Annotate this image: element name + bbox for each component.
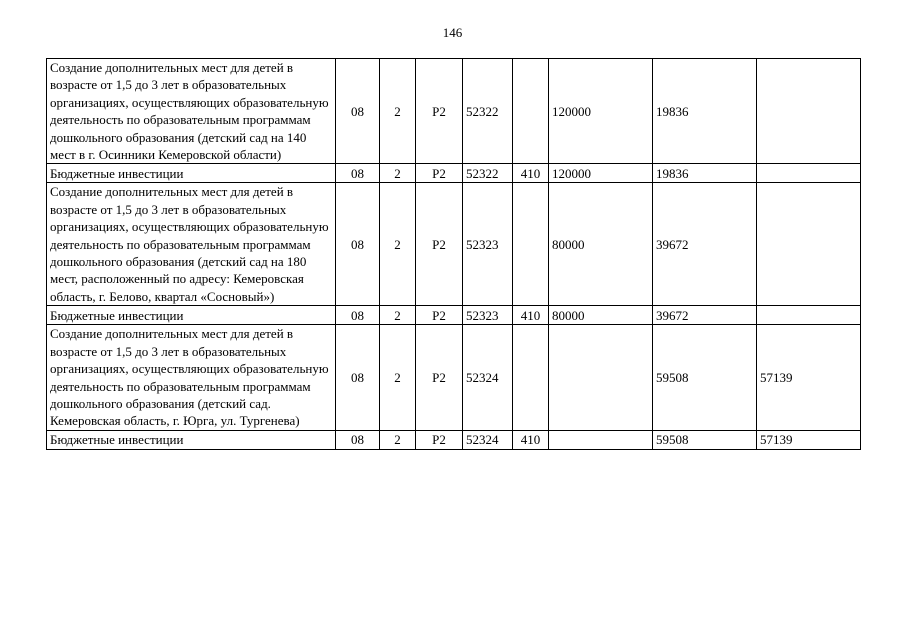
amount-year1-cell bbox=[549, 430, 653, 449]
subsection-cell: 2 bbox=[380, 430, 416, 449]
expense-type-cell bbox=[513, 325, 549, 430]
table-row bbox=[47, 164, 861, 183]
target-code-cell: 52323 bbox=[463, 306, 513, 325]
item-name-cell: Создание дополнительных мест для детей в возрасте от 1,5 до 3 лет в образовательных организациях, осуществляющих образовательную деятельность по образовательным программам дошкольного образования (детский сад. Кемеровская область, г. Юрга, ул. Тургенева) bbox=[47, 325, 336, 430]
item-name-cell: Бюджетные инвестиции bbox=[47, 430, 336, 449]
expense-type-cell: 410 bbox=[513, 164, 549, 183]
amount-year3-cell bbox=[757, 183, 861, 306]
table-row bbox=[47, 325, 861, 430]
section-cell: 08 bbox=[336, 306, 380, 325]
expense-type-cell: 410 bbox=[513, 306, 549, 325]
amount-year3-cell: 57139 bbox=[757, 430, 861, 449]
program-cell: P2 bbox=[416, 306, 463, 325]
amount-year1-cell: 120000 bbox=[549, 59, 653, 164]
item-name-cell: Создание дополнительных мест для детей в возрасте от 1,5 до 3 лет в образовательных организациях, осуществляющих образовательную деятельность по образовательным программам дошкольного образования (детский сад на 180 мест, расположенный по адресу: Кемеровская область, г. Белово, квартал «Сосновый») bbox=[47, 183, 336, 306]
section-cell: 08 bbox=[336, 183, 380, 306]
target-code-cell: 52323 bbox=[463, 183, 513, 306]
expense-type-cell bbox=[513, 59, 549, 164]
section-cell: 08 bbox=[336, 59, 380, 164]
target-code-cell: 52322 bbox=[463, 59, 513, 164]
subsection-cell: 2 bbox=[380, 306, 416, 325]
section-cell: 08 bbox=[336, 164, 380, 183]
section-cell: 08 bbox=[336, 325, 380, 430]
subsection-cell: 2 bbox=[380, 59, 416, 164]
item-name-cell: Создание дополнительных мест для детей в возрасте от 1,5 до 3 лет в образовательных организациях, осуществляющих образовательную деятельность по образовательным программам дошкольного образования (детский сад на 140 мест в г. Осинники Кемеровской области) bbox=[47, 59, 336, 164]
program-cell: P2 bbox=[416, 183, 463, 306]
amount-year2-cell: 59508 bbox=[653, 325, 757, 430]
amount-year3-cell: 57139 bbox=[757, 325, 861, 430]
table-row bbox=[47, 430, 861, 449]
amount-year1-cell: 120000 bbox=[549, 164, 653, 183]
subsection-cell: 2 bbox=[380, 164, 416, 183]
target-code-cell: 52324 bbox=[463, 430, 513, 449]
amount-year2-cell: 19836 bbox=[653, 164, 757, 183]
expense-type-cell: 410 bbox=[513, 430, 549, 449]
amount-year3-cell bbox=[757, 306, 861, 325]
amount-year2-cell: 39672 bbox=[653, 306, 757, 325]
amount-year1-cell: 80000 bbox=[549, 306, 653, 325]
expense-type-cell bbox=[513, 183, 549, 306]
table-row bbox=[47, 306, 861, 325]
item-name-cell: Бюджетные инвестиции bbox=[47, 164, 336, 183]
program-cell: P2 bbox=[416, 325, 463, 430]
subsection-cell: 2 bbox=[380, 325, 416, 430]
amount-year3-cell bbox=[757, 59, 861, 164]
amount-year2-cell: 39672 bbox=[653, 183, 757, 306]
subsection-cell: 2 bbox=[380, 183, 416, 306]
item-name-cell: Бюджетные инвестиции bbox=[47, 306, 336, 325]
section-cell: 08 bbox=[336, 430, 380, 449]
program-cell: P2 bbox=[416, 164, 463, 183]
amount-year2-cell: 19836 bbox=[653, 59, 757, 164]
budget-table bbox=[46, 58, 861, 450]
table-row bbox=[47, 59, 861, 164]
amount-year1-cell: 80000 bbox=[549, 183, 653, 306]
target-code-cell: 52322 bbox=[463, 164, 513, 183]
amount-year3-cell bbox=[757, 164, 861, 183]
amount-year1-cell bbox=[549, 325, 653, 430]
amount-year2-cell: 59508 bbox=[653, 430, 757, 449]
target-code-cell: 52324 bbox=[463, 325, 513, 430]
program-cell: P2 bbox=[416, 430, 463, 449]
page-number: 146 bbox=[442, 25, 463, 40]
table-row bbox=[47, 183, 861, 306]
program-cell: P2 bbox=[416, 59, 463, 164]
